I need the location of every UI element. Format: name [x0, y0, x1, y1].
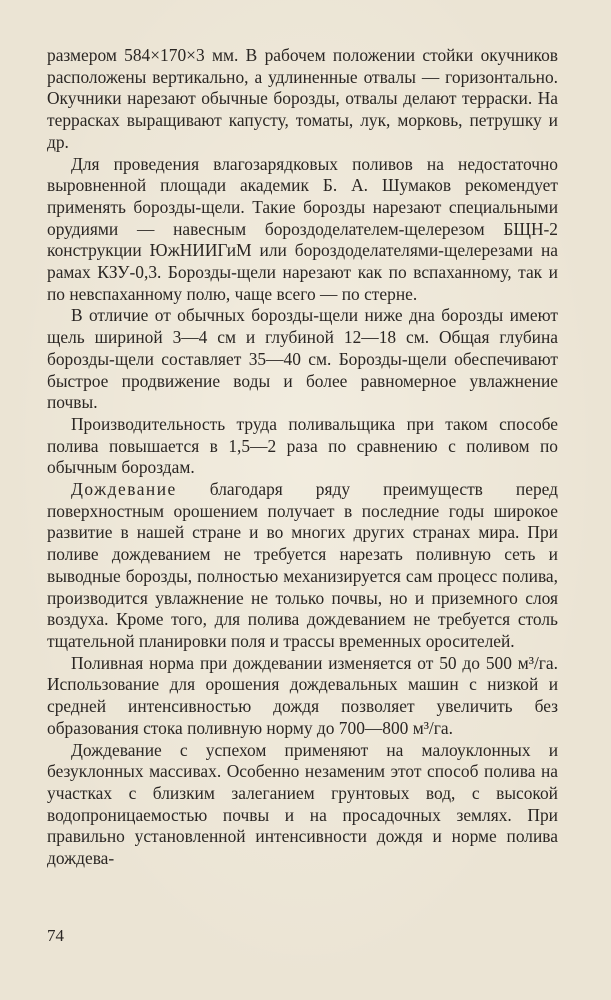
paragraph-2: Для проведения влагозарядковых поливов на недостаточно выровненной площади академик Б. А. Шумаков рекомендует применять борозды-щели. Такие борозды нарезают специальными орудиями — навесным бороздоделателем-щелерезом БЩН-2 конструкции ЮжНИИГиМ или бороздоделателями-щелерезами на рамах КЗУ-0,3. Борозды-щели нарезают как по вспаханному, так и по невспаханному полю, чаще всего — по стерне.	[47, 153, 558, 304]
paragraph-6: Поливная норма при дождевании изменяется от 50 до 500 м³/га. Использование для орошения дождевальных машин с низкой и средней интенсивностью дождя позволяет увеличить без образования стока поливную норму до 700—800 м³/га.	[47, 652, 558, 738]
paragraph-5-lead: Дождевание	[71, 479, 177, 500]
body-text	[47, 45, 558, 870]
paragraph-3: В отличие от обычных борозды-щели ниже дна борозды имеют щель шириной 3—4 см и глубиной 12—18 см. Общая глубина борозды-щели составляет 35—40 см. Борозды-щели обеспечивают быстрое продвижение воды и более равномерное увлажнение почвы.	[47, 305, 558, 413]
paragraph-5	[47, 479, 558, 653]
paragraph-7: Дождевание с успехом применяют на малоуклонных и безуклонных массивах. Особенно незаменим этот способ полива на участках с близким залеганием грунтовых вод, с высокой водопроницаемостью почвы и на просадочных землях. При правильно установленной интенсивности дождя и норме полива дождева-	[47, 739, 558, 869]
paragraph-1: размером 584×170×3 мм. В рабочем положении стойки окучников расположены вертикально, а удлиненные отвалы — горизонтально. Окучники нарезают обычные борозды, отвалы делают терраски. На террасках выращивают капусту, томаты, лук, морковь, петрушку и др.	[47, 45, 558, 152]
paragraph-4: Производительность труда поливальщика при таком способе полива повышается в 1,5—2 раза по сравнению с поливом по обычным бороздам.	[47, 413, 558, 478]
paragraph-5-text: благодаря ряду преимуществ перед поверхностным орошением получает в последние годы широкое развитие в нашей стране и во многих других странах мира. При поливе дождеванием не требуется нарезать поливную сеть и выводные борозды, полностью механизируется сам процесс полива, производится увлажнение не только почвы, но и приземного слоя воздуха. Кроме того, для полива дождеванием не требуется столь тщательной планировки поля и трассы временных оросителей.	[47, 479, 558, 651]
page-number: 74	[47, 926, 64, 945]
